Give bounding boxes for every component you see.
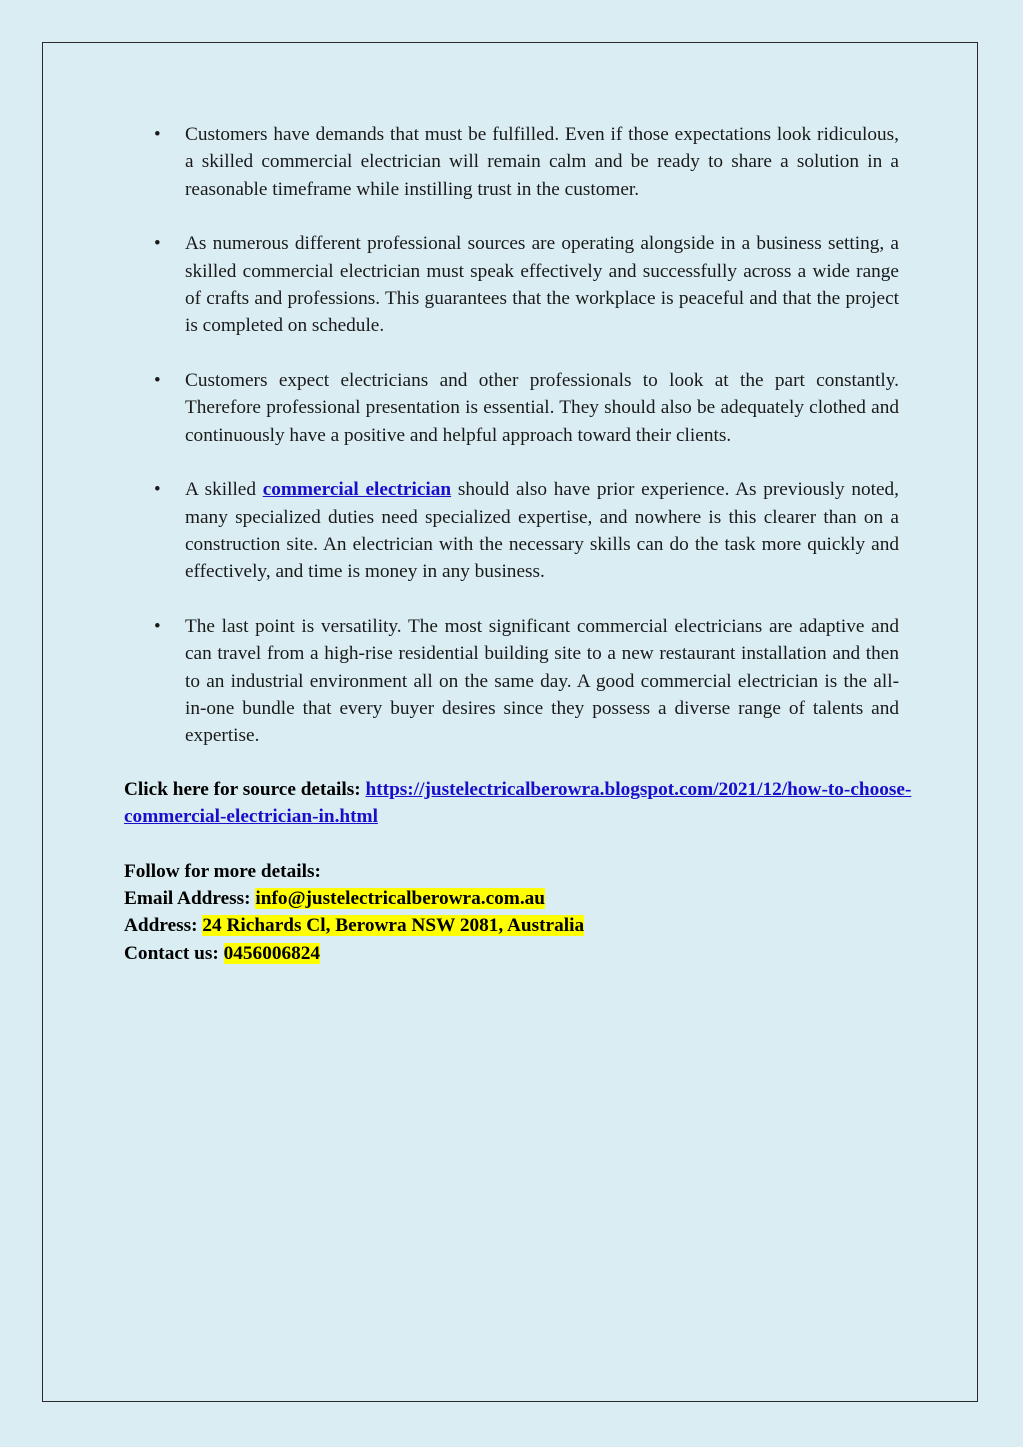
address-line	[124, 912, 914, 939]
bullet-text: Customers have demands that must be fulfilled. Even if those expectations look ridiculous, a skilled commercial electrician will remain calm and be ready to share a solution in a reasonable timeframe while instilling trust in the customer.	[185, 124, 899, 200]
phone-line	[124, 940, 914, 967]
email-label: Email Address:	[124, 888, 256, 910]
contact-heading: Follow for more details:	[124, 860, 321, 882]
bullet-text: The last point is versatility. The most significant commercial electricians are adaptive and can travel from a high-rise residential building site to a new restaurant installation and then to an industrial environment all on the same day. A good commercial electrician is the all-in-one bundle that every buyer desires since they possess a diverse range of talents and expertise.	[185, 616, 899, 747]
commercial-electrician-link[interactable]: commercial electrician	[262, 479, 452, 501]
bullet-icon: •	[154, 370, 161, 392]
list-item	[124, 476, 899, 585]
source-label: Click here for source details:	[124, 779, 366, 800]
address-value: 24 Richards Cl, Berowra NSW 2081, Australia	[202, 915, 585, 937]
bullet-icon: •	[154, 479, 161, 501]
email-value: info@justelectricalberowra.com.au	[255, 888, 546, 910]
spacer	[124, 831, 914, 858]
source-link[interactable]: https://justelectricalberowra.blogspot.com/2021/12/how-to-choose-commercial-electrician-in.html	[124, 779, 912, 828]
phone-value: 0456006824	[223, 942, 321, 964]
address-label: Address:	[124, 915, 203, 937]
bullet-text: As numerous different professional sources are operating alongside in a business setting, a skilled commercial electrician must speak effectively and successfully across a wide range of crafts and professions. This guarantees that the workplace is peaceful and that the project is completed on schedule.	[185, 233, 899, 337]
footer-block	[124, 776, 914, 967]
bullet-text-before: A skilled	[185, 479, 263, 501]
phone-label: Contact us:	[124, 942, 224, 964]
bullet-icon: •	[154, 124, 161, 145]
source-line	[124, 776, 914, 831]
bullet-text: Customers expect electricians and other professionals to look at the part constantly. Therefore professional presentation is essential. They should also be adequately clothed and continuously have a positive and helpful approach toward their clients.	[185, 370, 899, 446]
list-item	[124, 367, 899, 449]
bullet-icon: •	[154, 233, 161, 255]
email-line	[124, 885, 914, 912]
bullet-list	[124, 121, 899, 777]
list-item	[124, 613, 899, 749]
list-item	[124, 121, 899, 203]
bullet-icon: •	[154, 616, 161, 638]
list-item	[124, 230, 899, 339]
bullet-text-after: should also have prior experience. As previously noted, many specialized duties need specialized expertise, and nowhere is this clearer than on a construction site. An electrician with the necessary skills can do the task more quickly and effectively, and time is money in any business.	[185, 479, 899, 583]
